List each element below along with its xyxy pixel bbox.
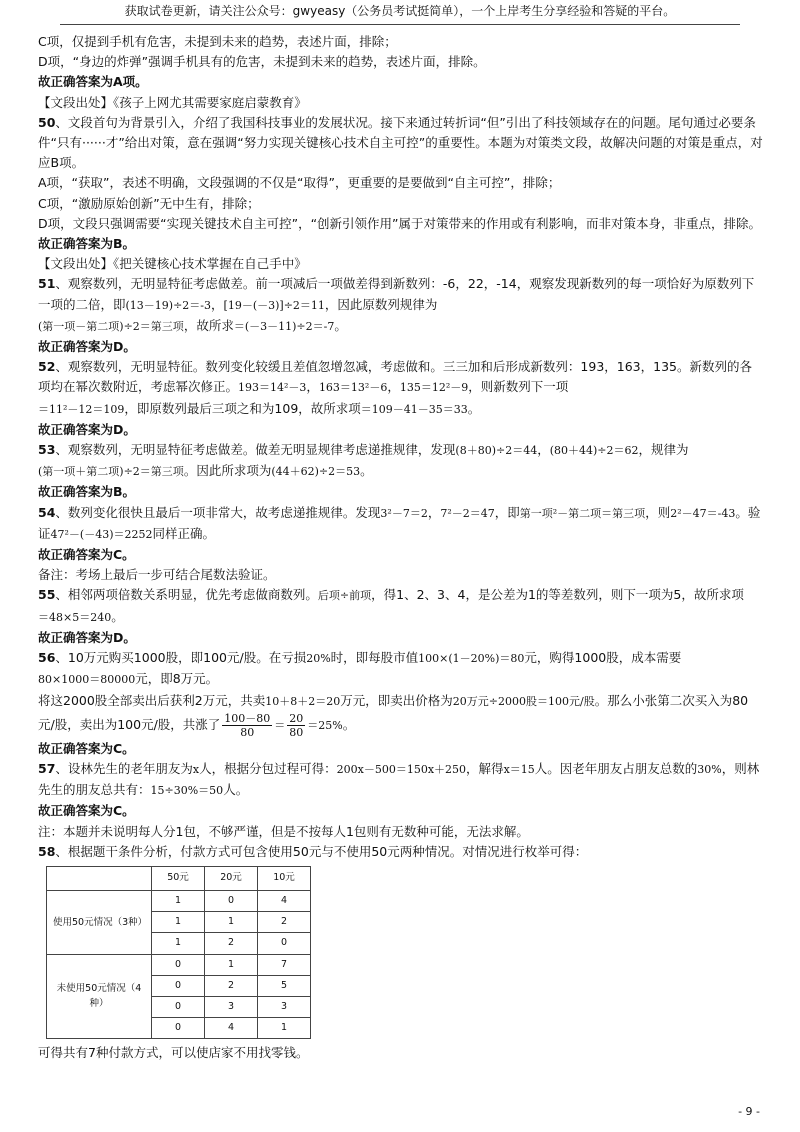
q52-paragraph: 52、观察数列，无明显特征。数列变化较缓且差值忽增忽减，考虑做和。三三加和后形成新数列：193，163，135。新数列的各项均在幂次数附近，考虑幂次修正。193＝14²－3，163＝13²－6，135＝12²－9，则新数列下一项 ＝11²－12＝109，即原数列最后三项之和为109，故所求项＝109－41－35＝33。 — [38, 359, 752, 416]
table-header-cell: 50元 — [152, 866, 205, 890]
table-cell: 0 — [205, 890, 258, 911]
q54-text-4: 。验证 — [38, 504, 761, 541]
q57-text-6: 人。 — [223, 782, 249, 798]
q57-formula-1: 200x－500＝150x＋250 — [336, 762, 467, 776]
document-body — [38, 32, 764, 1064]
c-option-text: C项，仅提到手机有危害，未提到未来的趋势，表述片面，排除； — [38, 34, 397, 49]
q50-option-c: C项，“激励原始创新”无中生有，排除； — [38, 195, 260, 211]
table-cell: 4 — [205, 1018, 258, 1039]
q57-text-3: ，解得 — [466, 760, 504, 776]
q57-number: 57 — [38, 760, 56, 776]
q55-paragraph: 55、相邻两项倍数关系明显，优先考虑做商数列。后项÷前项，得1、2、3、4，是公差为1的等差数列，则下一项为5，故所求项＝48×5＝240。 — [38, 587, 744, 624]
q56-fraction-2: $\frac{20}{80}$ — [289, 711, 304, 739]
q53-text-2: ，规律为 — [638, 442, 689, 458]
q58-number: 58 — [38, 843, 56, 859]
q56-paragraph-2: 将这2000股全部卖出后获利2万元，共卖10＋8＋2＝20万元，即卖出价格为20万元÷2000股＝100元/股。那么小张第二次买入为80元/股，卖出为100元/股，共涨了 $\frac{100-80}{80}$ ＝ $\frac{20}{80}$ ＝25%。 — [38, 692, 749, 739]
q51-formula-1: (13－19)÷2＝-3 — [125, 298, 212, 312]
q57-formula-4: 15÷30%＝50 — [150, 784, 224, 798]
page-header: 获取试卷更新，请关注公众号：gwyeasy（公务员考试挺简单），一个上岸考生分享经验和答疑的平台。 — [124, 4, 676, 18]
q52-text-3: ，即原数列最后三项之和为109，故所求项 — [124, 400, 361, 416]
q56-paragraph — [38, 648, 764, 690]
q56-text-6: 万元，即卖出价格为 — [340, 692, 453, 708]
q56-formula-4: 10＋8＋2＝20 — [265, 694, 341, 708]
q56-number: 56 — [38, 650, 56, 666]
q53-text-3: 。因此所求项为 — [183, 463, 272, 479]
q54-text: 、数列变化很快且最后一项非常大，故考虑递推规律。发现 — [55, 504, 381, 520]
table-cell: 2 — [258, 912, 311, 933]
q55-formula-2: ＝48×5＝240 — [38, 610, 112, 624]
table-header-row — [47, 866, 311, 890]
table-row — [47, 954, 311, 975]
q51-formula-4: ＝(－3－11)÷2＝-7 — [233, 319, 335, 333]
q57-paragraph — [38, 759, 764, 801]
q54-note: 备注：考场上最后一步可结合尾数法验证。 — [38, 567, 276, 583]
q52-formula-3: 135＝12²－9 — [399, 381, 469, 395]
answer-line: 故正确答案为A项。 — [38, 74, 148, 90]
d-option-text: D项，“身边的炸弹”强调手机具有的危害，未提到未来的趋势，表述片面，排除。 — [38, 54, 486, 70]
table-corner-cell — [47, 866, 152, 890]
q54-text-3: ，则 — [645, 504, 671, 520]
table-cell: 3 — [205, 996, 258, 1017]
q54-formula-2: 7²－2＝47 — [440, 506, 495, 520]
q55-formula-1: 后项÷前项 — [317, 589, 372, 603]
q56-fraction-1: $\frac{100-80}{80}$ — [224, 711, 271, 739]
q53-number: 53 — [38, 442, 56, 458]
q57-answer: 故正确答案为C。 — [38, 803, 135, 819]
q53-formula-1: (8＋80)÷2＝44 — [455, 444, 538, 458]
q52-formula-1: 193＝14²－3 — [238, 381, 307, 395]
q54-answer: 故正确答案为C。 — [38, 547, 135, 563]
q56-formula-1: 20% — [306, 652, 331, 666]
q50-paragraph — [38, 113, 764, 174]
q58-paragraph — [38, 842, 764, 862]
q51-formula-3: (第一项－第二项)÷2＝第三项 — [38, 319, 184, 333]
table-header-cell: 10元 — [258, 866, 311, 890]
q52-text: 、观察数列，无明显特征。数列变化较缓且差值忽增忽减，考虑做和。三三加和后形成新数列：193，163，135。新数列的各项均在幂次数附近，考虑幂次修正。 — [38, 359, 752, 395]
table-cell: 0 — [152, 954, 205, 975]
q56-formula-2: 100×(1－20%)＝80 — [418, 652, 525, 666]
q57-text-1: 、设林先生的老年朋友为 — [55, 760, 193, 776]
table-cell: 7 — [258, 954, 311, 975]
q56-text-7: 。那么小张第二次买入为80元/股，卖出为100元/股，共涨了 — [38, 692, 749, 732]
q56-result: ＝25% — [307, 718, 343, 732]
q56-formula-3: 80×1000＝80000 — [38, 673, 136, 687]
q54-text-2: ，即 — [494, 504, 520, 520]
q51-text: 、观察数列，无明显特征考虑做差。前一项减后一项做差得到新数列：-6，22，-14，观察发现新数列的每一项恰好为原数列下一项的二倍，即 — [38, 276, 755, 312]
table-cell: 3 — [258, 996, 311, 1017]
q57-note: 注：本题并未说明每人分1包，不够严谨，但是不按每人1包则有无数种可能，无法求解。 — [38, 823, 529, 839]
q51-paragraph: 51、观察数列，无明显特征考虑做差。前一项减后一项做差得到新数列：-6，22，-14，观察发现新数列的每一项恰好为原数列下一项的二倍，即(13－19)÷2＝-3，[19－(－3)]÷2＝11，因此原数列规律为 (第一项－第二项)÷2＝第三项，故所求＝(－3－11)÷2＝-7。 — [38, 276, 755, 333]
q56-text-2: 时，即每股市值 — [330, 650, 419, 666]
q52-formula-4: ＝11²－12＝109 — [38, 402, 125, 416]
table-cell: 5 — [258, 975, 311, 996]
q54-number: 54 — [38, 504, 56, 520]
table-cell: 1 — [205, 912, 258, 933]
q56-text-4: 元，即8万元。 — [135, 671, 219, 687]
q53-formula-3: (第一项＋第二项)÷2＝第三项 — [38, 465, 184, 479]
q50-option-a: A项，“获取”，表述不明确，文段强调的不仅是“取得”，更重要的是要做到“自主可控”，排除； — [38, 175, 561, 191]
q57-formula-3: 30% — [697, 762, 722, 776]
q56-answer: 故正确答案为C。 — [38, 740, 135, 756]
q53-text: 、观察数列，无明显特征考虑做差。做差无明显规律考虑递推规律，发现 — [55, 442, 456, 458]
q54-formula-1: 3²－7＝2 — [380, 506, 428, 520]
q55-text-2: ，得1、2、3、4，是公差为1的等差数列，则下一项为5，故所求项 — [371, 587, 744, 603]
q52-text-2: ，则新数列下一项 — [468, 379, 569, 395]
q52-formula-5: ＝109－41－35＝33 — [360, 402, 468, 416]
q51-formula-2: [19－(－3)]÷2＝11 — [223, 298, 325, 312]
q53-paragraph: 53、观察数列，无明显特征考虑做差。做差无明显规律考虑递推规律，发现(8＋80)÷2＝44，(80＋44)÷2＝62，规律为(第一项＋第二项)÷2＝第三项。因此所求项为(44＋62)÷2＝53。 — [38, 442, 689, 479]
q51-text-3: ，故所求 — [183, 317, 234, 333]
q57-text-5: ，则林先生的朋友总共有： — [38, 760, 760, 798]
table-cell: 2 — [205, 933, 258, 954]
table-cell: 0 — [152, 975, 205, 996]
q50-source: 【文段出处】《把关键核心技术掌握在自己手中》 — [38, 256, 307, 272]
q55-text: 、相邻两项倍数关系明显，优先考虑做商数列。 — [55, 587, 318, 603]
table-cell: 2 — [205, 975, 258, 996]
source-line: 【文段出处】《孩子上网尤其需要家庭启蒙教育》 — [38, 94, 307, 110]
q50-answer: 故正确答案为B。 — [38, 236, 136, 252]
table-cell: 1 — [152, 890, 205, 911]
table-cell: 1 — [258, 1018, 311, 1039]
q57-text-4: 人。因老年朋友占朋友总数的 — [534, 760, 698, 776]
q57-formula-2: x＝15 — [503, 762, 535, 776]
q50-number: 50 — [38, 114, 56, 130]
q56-text-1: 、10万元购买1000股，即100元/股。在亏损 — [55, 650, 307, 666]
q57-text-2: 人，根据分包过程可得： — [199, 760, 337, 776]
group-label-used-50: 使用50元情况（3种） — [47, 890, 152, 954]
q54-text-5: 同样正确。 — [152, 525, 216, 541]
q54-formula-3: 第一项²－第二项＝第三项 — [519, 506, 646, 520]
q51-number: 51 — [38, 276, 56, 292]
table-cell: 0 — [152, 1018, 205, 1039]
table-cell: 1 — [152, 933, 205, 954]
table-cell: 0 — [152, 996, 205, 1017]
q54-formula-4: 2²－47＝-43 — [670, 506, 736, 520]
table-row — [47, 890, 311, 911]
q50-option-d: D项，文段只强调需要“实现关键技术自主可控”，“创新引领作用”属于对策带来的作用或有利影响，而非对策本身，非重点，排除。 — [38, 215, 762, 231]
q56-text-5: 将这2000股全部卖出后获利2万元，共卖 — [38, 692, 266, 708]
q55-number: 55 — [38, 587, 56, 603]
q53-formula-4: (44＋62)÷2＝53 — [271, 465, 361, 479]
q54-formula-5: 47²－(－43)＝2252 — [50, 527, 153, 541]
payment-table — [46, 866, 311, 1039]
table-cell: 1 — [152, 912, 205, 933]
q56-text-3: 元，购得1000股，成本需要 — [524, 650, 682, 666]
q53-answer: 故正确答案为B。 — [38, 484, 136, 500]
q52-number: 52 — [38, 359, 56, 375]
q53-formula-2: (80＋44)÷2＝62 — [549, 444, 639, 458]
q58-text: 、根据题干条件分析，付款方式可包含使用50元与不使用50元两种情况。对情况进行枚举可得： — [55, 843, 588, 859]
table-cell: 1 — [205, 954, 258, 975]
table-header-cell: 20元 — [205, 866, 258, 890]
q52-formula-2: 163＝13²－6 — [318, 381, 388, 395]
q50-text: 、文段首句为背景引入，介绍了我国科技事业的发展状况。接下来通过转折词“但”引出了科技领域存在的问题。尾句通过必要条件“只有······才”给出对策，意在强调“努力实现关键核心技术自主可控”的重要性。本题为对策类文段，故解决问题的对策是重点，对应B项。 — [38, 114, 763, 171]
header-rule — [60, 24, 740, 25]
table-cell: 4 — [258, 890, 311, 911]
q51-text-2: ，因此原数列规律为 — [324, 296, 438, 312]
q57-variable: x — [192, 762, 200, 776]
q58-conclusion: 可得共有7种付款方式，可以使店家不用找零钱。 — [38, 1045, 309, 1061]
q52-answer: 故正确答案为D。 — [38, 421, 136, 437]
page-number: - 9 - — [738, 1105, 760, 1118]
q55-answer: 故正确答案为D。 — [38, 629, 136, 645]
group-label-no-50: 未使用50元情况（4种） — [47, 954, 152, 1039]
q54-paragraph: 54、数列变化很快且最后一项非常大，故考虑递推规律。发现3²－7＝2，7²－2＝47，即第一项²－第二项＝第三项，则2²－47＝-43。验证47²－(－43)＝2252同样正确。 — [38, 504, 761, 541]
table-cell: 0 — [258, 933, 311, 954]
q56-formula-5: 20万元÷2000股＝100元/股 — [452, 694, 595, 708]
q51-answer: 故正确答案为D。 — [38, 339, 136, 355]
